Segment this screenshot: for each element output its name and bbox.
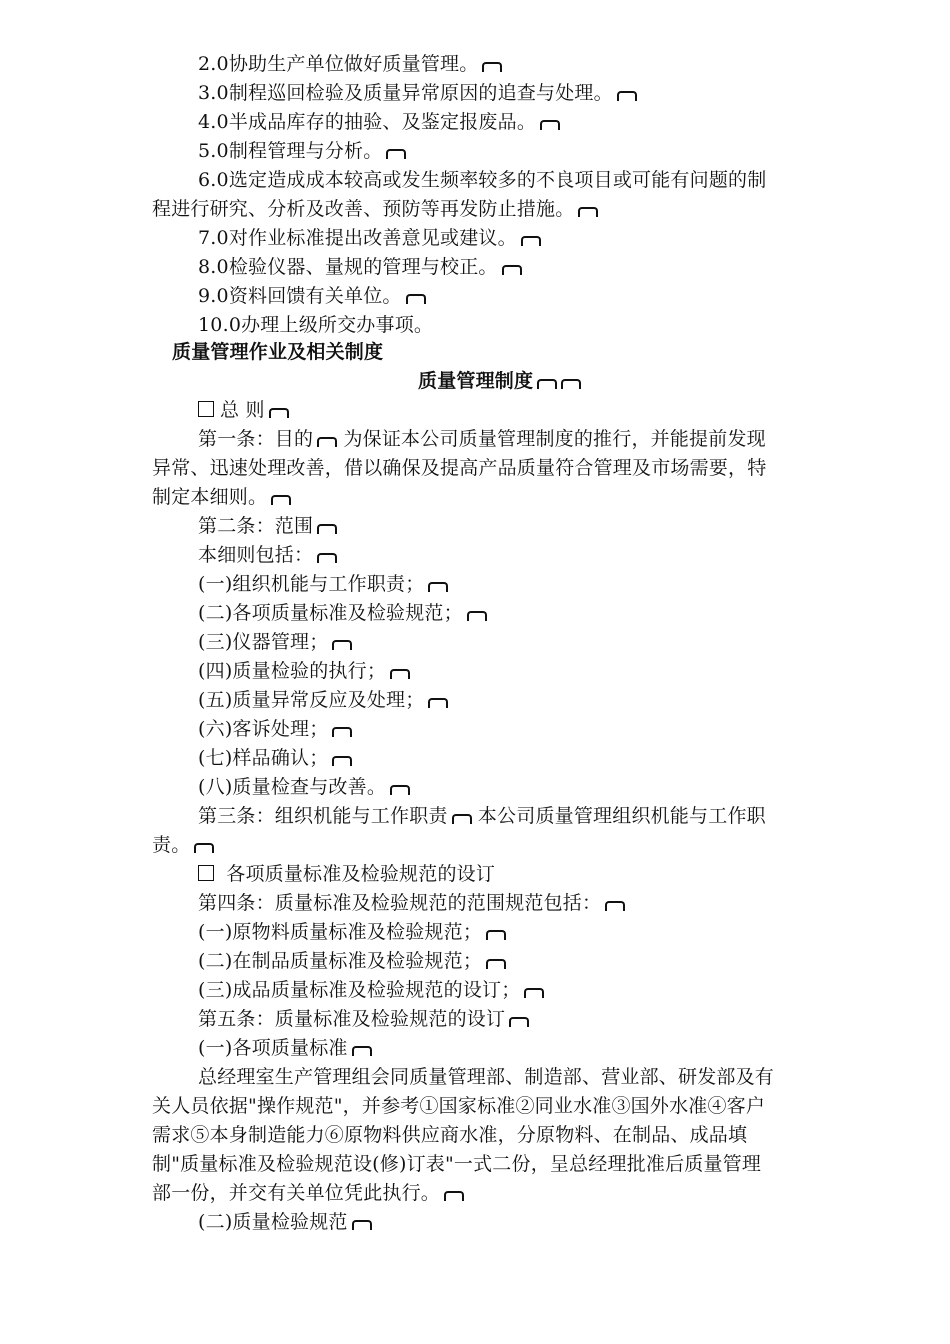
scope-item: (七)样品确认； <box>198 744 352 772</box>
standards-item: (三)成品质量标准及检验规范的设订； <box>198 976 544 1004</box>
return-mark-icon <box>271 495 291 505</box>
article-5-body: 总经理室生产管理组会同质量管理部、制造部、营业部、研发部及有 <box>198 1066 775 1088</box>
article-2-intro: 本细则包括： <box>198 541 337 569</box>
scope-item: (三)仪器管理； <box>198 628 352 656</box>
return-mark-icon <box>194 843 214 853</box>
return-mark-icon <box>386 149 406 159</box>
return-mark-icon <box>540 120 560 130</box>
article-5-sub-2: (二)质量检验规范 <box>198 1208 372 1236</box>
article-3: 第三条：组织机能与工作职责 本公司质量管理组织机能与工作职 <box>198 805 766 827</box>
return-mark-icon <box>509 1017 529 1027</box>
return-mark-icon <box>444 1191 464 1201</box>
scope-item: (六)客诉处理； <box>198 715 352 743</box>
return-mark-icon <box>390 785 410 795</box>
return-mark-icon <box>428 582 448 592</box>
article-1: 第一条：目的 为保证本公司质量管理制度的推行，并能提前发现 <box>198 428 766 450</box>
return-mark-icon <box>486 959 506 969</box>
duty-item-10: 10.0办理上级所交办事项。 <box>198 314 434 336</box>
return-mark-icon <box>406 294 426 304</box>
return-mark-icon <box>317 553 337 563</box>
scope-item: (四)质量检验的执行； <box>198 657 410 685</box>
article-2: 第二条：范围 <box>198 512 337 540</box>
article-3-cont: 责。 <box>152 831 214 859</box>
article-1-cont-2: 制定本细则。 <box>152 483 291 511</box>
return-mark-icon <box>332 640 352 650</box>
duty-item-8: 8.0检验仪器、量规的管理与校正。 <box>198 253 522 281</box>
return-mark-icon <box>524 988 544 998</box>
article-5: 第五条：质量标准及检验规范的设订 <box>198 1005 529 1033</box>
return-mark-icon <box>578 207 598 217</box>
article-5-body-cont: 制"质量标准及检验规范设(修)订表"一式二份，呈总经理批准后质量管理 <box>152 1153 762 1175</box>
duty-item-6-cont: 程进行研究、分析及改善、预防等再发防止措施。 <box>152 195 598 223</box>
duty-item-6: 6.0选定造成成本较高或发生频率较多的不良项目或可能有问题的制 <box>198 169 767 191</box>
return-mark-icon <box>521 236 541 246</box>
article-5-body-cont: 部一份，并交有关单位凭此执行。 <box>152 1179 464 1207</box>
standards-item: (一)原物料质量标准及检验规范； <box>198 918 506 946</box>
return-mark-icon <box>352 1046 372 1056</box>
return-mark-icon <box>561 379 581 389</box>
return-mark-icon <box>352 1220 372 1230</box>
return-mark-icon <box>390 669 410 679</box>
return-mark-icon <box>502 265 522 275</box>
return-mark-icon <box>605 901 625 911</box>
return-mark-icon <box>486 930 506 940</box>
checkbox-icon <box>198 865 214 881</box>
return-mark-icon <box>428 698 448 708</box>
scope-item: (八)质量检查与改善。 <box>198 773 410 801</box>
return-mark-icon <box>482 62 502 72</box>
page-title: 质量管理制度 <box>418 367 581 395</box>
chapter-standards: 各项质量标准及检验规范的设订 <box>198 860 495 888</box>
return-mark-icon <box>332 727 352 737</box>
return-mark-icon <box>332 756 352 766</box>
return-mark-icon <box>317 437 337 447</box>
article-5-body-cont: 需求⑤本身制造能力⑥原物料供应商水准，分原物料、在制品、成品填 <box>152 1124 748 1146</box>
duty-item-2: 2.0协助生产单位做好质量管理。 <box>198 50 502 78</box>
return-mark-icon <box>269 408 289 418</box>
return-mark-icon <box>537 379 557 389</box>
standards-item: (二)在制品质量标准及检验规范； <box>198 947 506 975</box>
checkbox-icon <box>198 401 214 417</box>
scope-item: (一)组织机能与工作职责； <box>198 570 448 598</box>
return-mark-icon <box>617 91 637 101</box>
article-4: 第四条：质量标准及检验规范的范围规范包括： <box>198 889 625 917</box>
article-5-sub-1: (一)各项质量标准 <box>198 1034 372 1062</box>
scope-item: (五)质量异常反应及处理； <box>198 686 448 714</box>
duty-item-9: 9.0资料回馈有关单位。 <box>198 282 426 310</box>
return-mark-icon <box>317 524 337 534</box>
duty-item-4: 4.0半成品库存的抽验、及鉴定报废品。 <box>198 108 560 136</box>
return-mark-icon <box>452 814 472 824</box>
scope-item: (二)各项质量标准及检验规范； <box>198 599 487 627</box>
duty-item-5: 5.0制程管理与分析。 <box>198 137 406 165</box>
chapter-general: 总 则 <box>198 396 289 424</box>
article-5-body-cont: 关人员依据"操作规范"，并参考①国家标准②同业水准③国外水准④客户 <box>152 1095 766 1117</box>
duty-item-3: 3.0制程巡回检验及质量异常原因的追查与处理。 <box>198 79 637 107</box>
duty-item-7: 7.0对作业标准提出改善意见或建议。 <box>198 224 541 252</box>
section-heading: 质量管理作业及相关制度 <box>172 341 384 363</box>
article-1-cont: 异常、迅速处理改善，借以确保及提高产品质量符合管理及市场需要，特 <box>152 457 767 479</box>
return-mark-icon <box>467 611 487 621</box>
